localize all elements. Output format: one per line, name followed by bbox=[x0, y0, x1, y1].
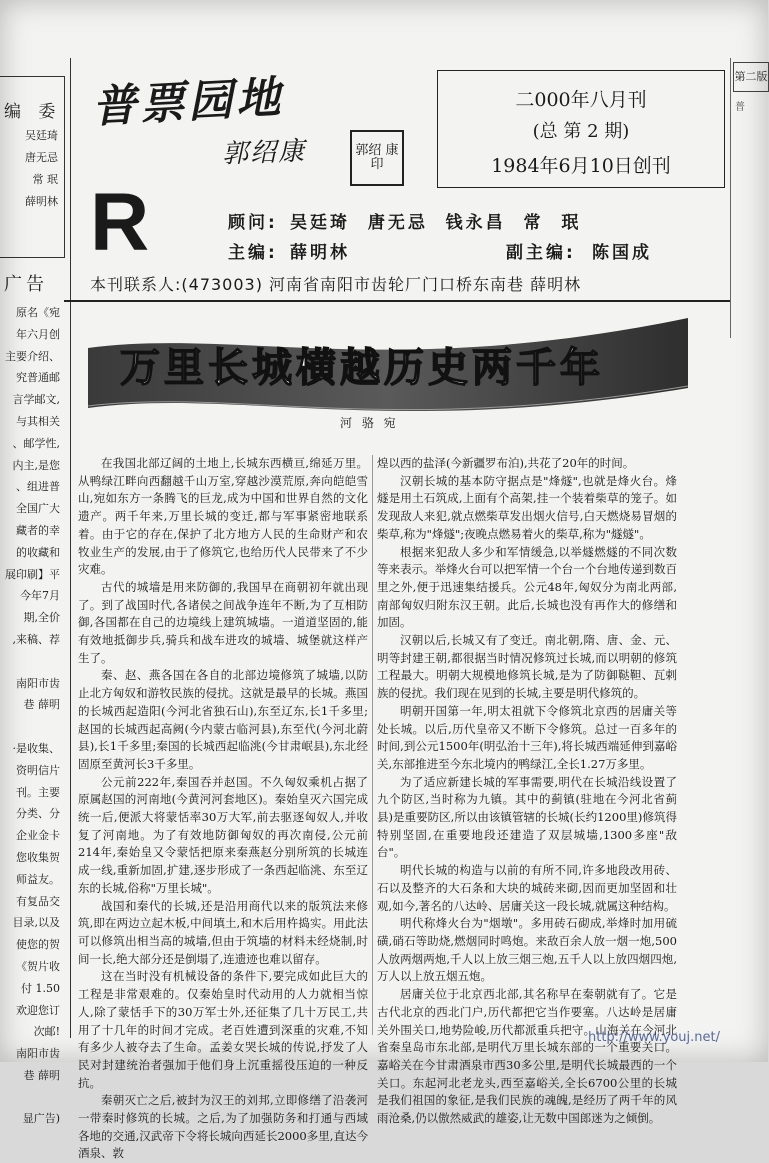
issue-info-box bbox=[437, 70, 725, 188]
right-text-line bbox=[731, 345, 745, 364]
ad-text-line: 南阳市齿 bbox=[16, 676, 60, 690]
ad-text-line: 南阳市齿 bbox=[16, 1047, 60, 1061]
contact-line: 本刊联系人:(473003) 河南省南阳市齿轮厂门口桥东南巷 薛明林 bbox=[90, 275, 582, 294]
article-paragraph: 煌以西的盐泽(今新疆罗布泊),共花了20年的时间。 bbox=[377, 456, 635, 470]
adjacent-page-left bbox=[0, 58, 71, 1126]
article-column-right bbox=[377, 455, 677, 1128]
masthead-title: 普票园地 bbox=[91, 72, 286, 133]
article-headline: 万里长城横越历史两千年 bbox=[120, 345, 604, 391]
right-text-line bbox=[731, 136, 745, 155]
article-author: 河 骆 宛 bbox=[340, 416, 399, 430]
editor-name: 薛明林 bbox=[290, 243, 350, 263]
ad-text-line: 的收藏和 bbox=[16, 545, 60, 559]
ad-text-line: 目录,以及 bbox=[12, 916, 60, 930]
article-column-left bbox=[78, 455, 368, 1163]
ad-text-line: 展印刷】平 bbox=[5, 567, 60, 581]
ad-text-line bbox=[0, 716, 64, 738]
site-watermark: http://www.youj.net/ bbox=[588, 1030, 721, 1045]
ad-text-line: 、邮学性, bbox=[12, 436, 60, 450]
article-paragraph: 汉朝以后,长城又有了变迁。南北朝,隋、唐、金、元、明等封建王朝,都很据当时情况修筑过长城,而以明朝的修筑工程最大。明朝大规模地修筑长城,是为了防御鞑靼、瓦剌族的侵扰。我们现在见到的长城,主要是明代修筑的。 bbox=[377, 633, 677, 701]
adjacent-page-right bbox=[730, 58, 769, 338]
right-text-line bbox=[731, 326, 745, 345]
ad-text-line: ,来稿、荐 bbox=[12, 632, 60, 646]
ad-text-line: 您收集贺 bbox=[16, 850, 60, 864]
right-text-line: 普 bbox=[735, 102, 745, 113]
editorial-board-heading: 编 委 bbox=[4, 102, 62, 122]
right-text-lines bbox=[731, 98, 745, 364]
article-paragraph: 明代称烽火台为"烟墩"。多用砖石砌成,举烽时加用硫磺,硝石等助烧,燃烟同时鸣炮。来敌百余人放一烟一炮,500人放两烟两炮,千人以上放三烟三炮,五千人以上放四烟四炮,万人以上放五烟五炮。 bbox=[377, 916, 677, 984]
page-tag: 第二版 bbox=[733, 62, 769, 92]
deputy-editor-name: 陈国成 bbox=[592, 243, 652, 263]
ad-text-line bbox=[0, 1087, 64, 1109]
ad-text-line: 巷 薛明 bbox=[23, 1068, 60, 1082]
right-text-line bbox=[731, 288, 745, 307]
article-paragraph: 公元前222年,秦国吞并赵国。不久匈奴乘机占据了原属赵国的河南地(今黄河河套地区)。秦始皇灭六国完成统一后,便派大将蒙恬率30万大军,前去驱逐匈奴人,并收复了河南地。为了有效地防御匈奴的再次南侵,公元前214年,秦始皇又令蒙恬把原来秦燕赵分别所筑的长城连成一线,重新加固,扩建,逐步形成了一条西起临洮、东至辽东的长城,俗称"万里长城"。 bbox=[78, 774, 368, 895]
ad-text-line: 主要介绍、 bbox=[5, 349, 60, 363]
right-text-line bbox=[731, 212, 745, 231]
ad-text-line: 言学邮文, bbox=[12, 393, 60, 407]
right-text-line bbox=[731, 117, 745, 136]
article-paragraph: 古代的城墙是用来防御的,我国早在商朝初年就出现了。到了战国时代,各诸侯之间战争连年不断,为了互相防御,各国都在自己的边境线上建筑城墙。一道道坚固的,能有效地抵御步兵,骑兵和战车进攻的城墙、城堡就这样产生了。 bbox=[78, 579, 368, 665]
masthead-rule bbox=[64, 300, 730, 302]
ad-text-line: 分类、分 bbox=[16, 807, 60, 821]
right-text-line bbox=[731, 155, 745, 174]
ad-text-line: 原名《宛 bbox=[16, 306, 60, 319]
ad-text-line: 资明信片 bbox=[16, 763, 60, 777]
ad-text-line: 《贺片收 bbox=[16, 959, 60, 973]
masthead-calligrapher: 郭绍康 bbox=[221, 136, 307, 170]
article-paragraph: 明朝开国第一年,明太祖就下令修筑北京西的居庸关等处长城。以后,历代皇帝又不断下令修筑。总过一百多年的时间,到公元1500年(明弘治十三年),将长城西端延伸到嘉峪关,东部推进至今东北境内的鸭绿江,全长1.27万多里。 bbox=[377, 703, 677, 771]
ad-text-line: 今年7月 bbox=[20, 589, 60, 603]
article-paragraph: 汉朝长城的基本防守据点是"烽燧",也就是烽火台。烽燧是用土石筑成,上面有个高架,挂一个装着柴草的笼子。如发现敌人来犯,就点燃柴草发出烟火信号,白天燃烧易冒烟的柴草,称为"烽燧";夜晚点燃易着火的柴草,称为"燧燧"。 bbox=[377, 473, 677, 541]
ad-text-line: 巷 薛明 bbox=[23, 698, 60, 712]
calligrapher-seal: 郭绍 康印 bbox=[350, 130, 404, 186]
ad-heading: 广告 bbox=[4, 274, 48, 295]
ad-text-line: 、组进普 bbox=[16, 480, 60, 494]
board-member: 吴廷琦 bbox=[25, 129, 58, 142]
article-paragraph: 为了适应新建长城的军事需要,明代在长城沿线设置了九个防区,当时称为九镇。其中的蓟镇(驻地在今河北省蓟县)是重要防区,所以由该镇管辖的长城(长约1200里)修筑得特别坚固,在重要地段还建造了双层城墙,1300多座"敌台"。 bbox=[377, 774, 677, 860]
article-paragraph: 这在当时没有机械设备的条件下,要完成如此巨大的工程是非常艰难的。仅秦始皇时代动用的人力就相当惊人,除了蒙恬手下的30万军士外,还征集了几十万民工,共用了十几年的时间才完成。老百姓遭到深重的灾难,不知有多少人被夺去了生命。孟姜女哭长城的传说,抒发了人民对封建统治者强加于他们身上沉重摇役压迫的一种反抗。 bbox=[78, 969, 368, 1090]
ad-text-line: 究普通邮 bbox=[16, 371, 60, 385]
article-paragraph: 秦朝灭亡之后,被封为汉王的刘邦,立即修缮了沿袭河一带秦时修筑的长城。之后,为了加强防务和打通与西域各地的交通,汉武帝下令将长城向西延长2000多里,直达今酒泉、敦 bbox=[78, 1093, 368, 1161]
issue-date: 二000年八月刊 bbox=[515, 89, 647, 111]
ad-text-line: 藏者的幸 bbox=[16, 523, 60, 537]
registered-mark: R bbox=[90, 177, 150, 268]
right-text-line bbox=[731, 307, 745, 326]
ad-text-lines bbox=[0, 302, 64, 1130]
right-text-line bbox=[731, 269, 745, 288]
advisors-names: 吴廷琦 唐无忌 钱永昌 常 珉 bbox=[290, 213, 582, 233]
ad-text-line: 次邮! bbox=[33, 1025, 60, 1039]
column-separator bbox=[372, 455, 373, 1035]
ad-text-line: 内主,是您 bbox=[12, 458, 60, 472]
ad-text-line bbox=[0, 651, 64, 673]
deputy-editor-label: 副主编: bbox=[506, 243, 576, 263]
right-text-line bbox=[731, 231, 745, 250]
article-paragraph: 在我国北部辽阔的土地上,长城东西横亘,绵延万里。从鸭绿江畔向西翻越千山万室,穿越沙漠荒原,奔向皑皑雪山,宛如东方一条腾飞的巨龙,成为中国和世界自然的文化遗产。两千年来,万里长城的变迁,都与军事紧密地联系着。由于它的存在,保护了北方地方人民的生命财产和农牧业生产的发展,由于了修筑它,也给历代人民带来了不少灾难。 bbox=[78, 456, 368, 577]
ad-text-line: 师益友。 bbox=[16, 872, 60, 886]
ad-text-line: ·是收集、 bbox=[12, 741, 60, 755]
ad-text-line: 全国广大 bbox=[16, 502, 60, 516]
ad-text-line: 年六月创 bbox=[16, 327, 60, 341]
article-paragraph: 明代长城的构造与以前的有所不同,许多地段改用砖、石以及整齐的大石条和大块的城砖来砌,因而更加坚固和壮观,如今,著名的八达岭、居庸关这一段长城,就属这种结构。 bbox=[377, 863, 677, 913]
board-member: 薛明林 bbox=[25, 195, 58, 208]
founded-date: 1984年6月10日创刊 bbox=[491, 155, 671, 177]
right-text-line bbox=[731, 174, 745, 193]
board-member: 唐无忌 bbox=[25, 151, 58, 164]
issue-total: (总 第 2 期) bbox=[532, 121, 630, 142]
article-paragraph: 居庸关位于北京西北部,其名称早在秦朝就有了。它是古代北京的西北门户,历代都把它当作要塞。八达岭是居庸关外围关口,地势险峻,历代都派重兵把守。山海关在今河北省秦皇岛市东北部,是明代万里长城东部的一个重要关口。嘉峪关在今甘肃酒泉市西30多公里,是明代长城最西的一个关口。东起河北老龙头,西至嘉峪关,全长6700公里的长城是我们祖国的象征,是我们民族的魂魄,是经历了两千年的风雨沧桑,仍以傲然威武的雄姿,让无数中国郎迷为之倾倒。 bbox=[377, 987, 677, 1126]
article-paragraph: 战国和秦代的长城,还是沿用商代以来的版筑法来修筑,即在两边立起木板,中间填土,和木后用杵捣实。用此法可以修筑出相当高的城墙,但由于筑墙的材料未经烧制,时间一长,绝大部分还是倒塌了,连遗迹也难以留存。 bbox=[78, 898, 368, 966]
ad-text-line: 有复品交 bbox=[16, 894, 60, 908]
right-text-line bbox=[731, 193, 745, 212]
ad-text-line: 期,全价 bbox=[23, 611, 60, 625]
article-paragraph: 秦、赵、燕各国在各自的北部边境修筑了城墙,以防止北方匈奴和游牧民族的侵扰。这就是最早的长城。燕国的长城西起造阳(今河北省独石山),东至辽东,长1千多里;赵国的长城西起高阙(今内蒙古临河县),东至代(今河北蔚县),长1千多里;秦国的长城西起临洮(今甘肃岷县),东北经固原至黄河长3千多里。 bbox=[78, 668, 368, 771]
right-text-line bbox=[731, 250, 745, 269]
article-paragraph: 根据来犯敌人多少和军情缓急,以举燧燃燧的不同次数等来表示。举烽火台可以把军情一个台一个台地传递到数百里之外,便于迅速集结援兵。公元48年,匈奴分为南北两部,南部匈奴归附东汉王朝。此后,长城也没有再作大的修缮和加固。 bbox=[377, 544, 677, 630]
editor-label: 主编: bbox=[228, 243, 278, 263]
ad-text-line: 付 1.50 bbox=[21, 981, 60, 995]
board-member: 常 珉 bbox=[32, 173, 58, 186]
ad-text-line: 企业金卡 bbox=[16, 829, 60, 843]
ad-text-line: 使您的贺 bbox=[16, 938, 60, 952]
advisors-label: 顾问: bbox=[228, 213, 278, 233]
ad-text-line: 与其相关 bbox=[16, 414, 60, 428]
ad-text-line: 刊。主要 bbox=[16, 785, 60, 799]
editorial-board-box bbox=[0, 76, 65, 258]
ad-text-line: 显广告) bbox=[22, 1112, 60, 1126]
ad-text-line: 欢迎您订 bbox=[16, 1003, 60, 1017]
